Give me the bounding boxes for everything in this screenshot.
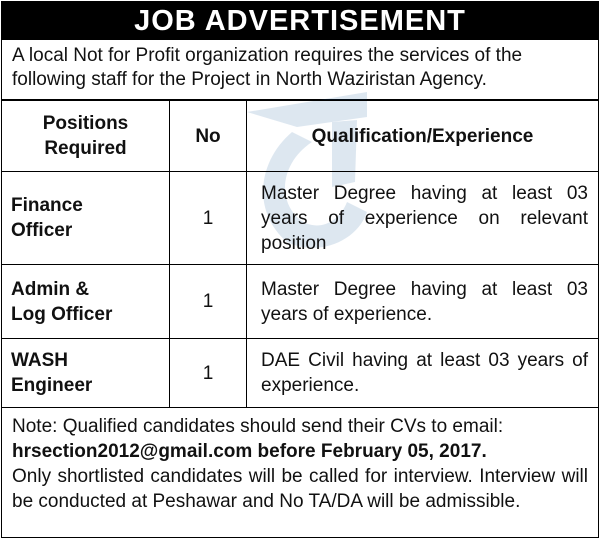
note-line: Only shortlisted candidates will be called for interview. Interview will be conducted at Peshawar and No TA/DA will be admissible. bbox=[12, 466, 588, 512]
table-header-row bbox=[2, 101, 598, 172]
qualification-cell: Master Degree having at least 03 years of experience on relevant position bbox=[247, 172, 599, 265]
header-qualification: Qualification/Experience bbox=[247, 101, 599, 172]
intro-text: A local Not for Profit organization requires the services of the following staff for the Project in North Waziristan Agency. bbox=[2, 40, 598, 100]
position-cell: Finance Officer bbox=[2, 172, 170, 265]
qualification-cell: DAE Civil having at least 03 years of experience. bbox=[247, 339, 599, 408]
banner-title: JOB ADVERTISEMENT bbox=[2, 2, 598, 40]
header-positions: Positions Required bbox=[2, 101, 170, 172]
qualification-cell: Master Degree having at least 03 years of experience. bbox=[247, 265, 599, 339]
job-advertisement bbox=[1, 1, 599, 538]
table-row bbox=[2, 265, 598, 339]
table-row bbox=[2, 172, 598, 265]
number-cell: 1 bbox=[170, 172, 247, 265]
number-cell: 1 bbox=[170, 265, 247, 339]
number-cell: 1 bbox=[170, 339, 247, 408]
positions-table bbox=[2, 100, 598, 408]
position-cell: Admin & Log Officer bbox=[2, 265, 170, 339]
header-no: No bbox=[170, 101, 247, 172]
position-cell: WASH Engineer bbox=[2, 339, 170, 408]
note-section bbox=[2, 408, 598, 514]
table-row bbox=[2, 339, 598, 408]
note-line: Note: Qualified candidates should send their CVs to email: bbox=[12, 416, 504, 437]
note-email-deadline: hrsection2012@gmail.com before February 05, 2017. bbox=[12, 441, 487, 462]
